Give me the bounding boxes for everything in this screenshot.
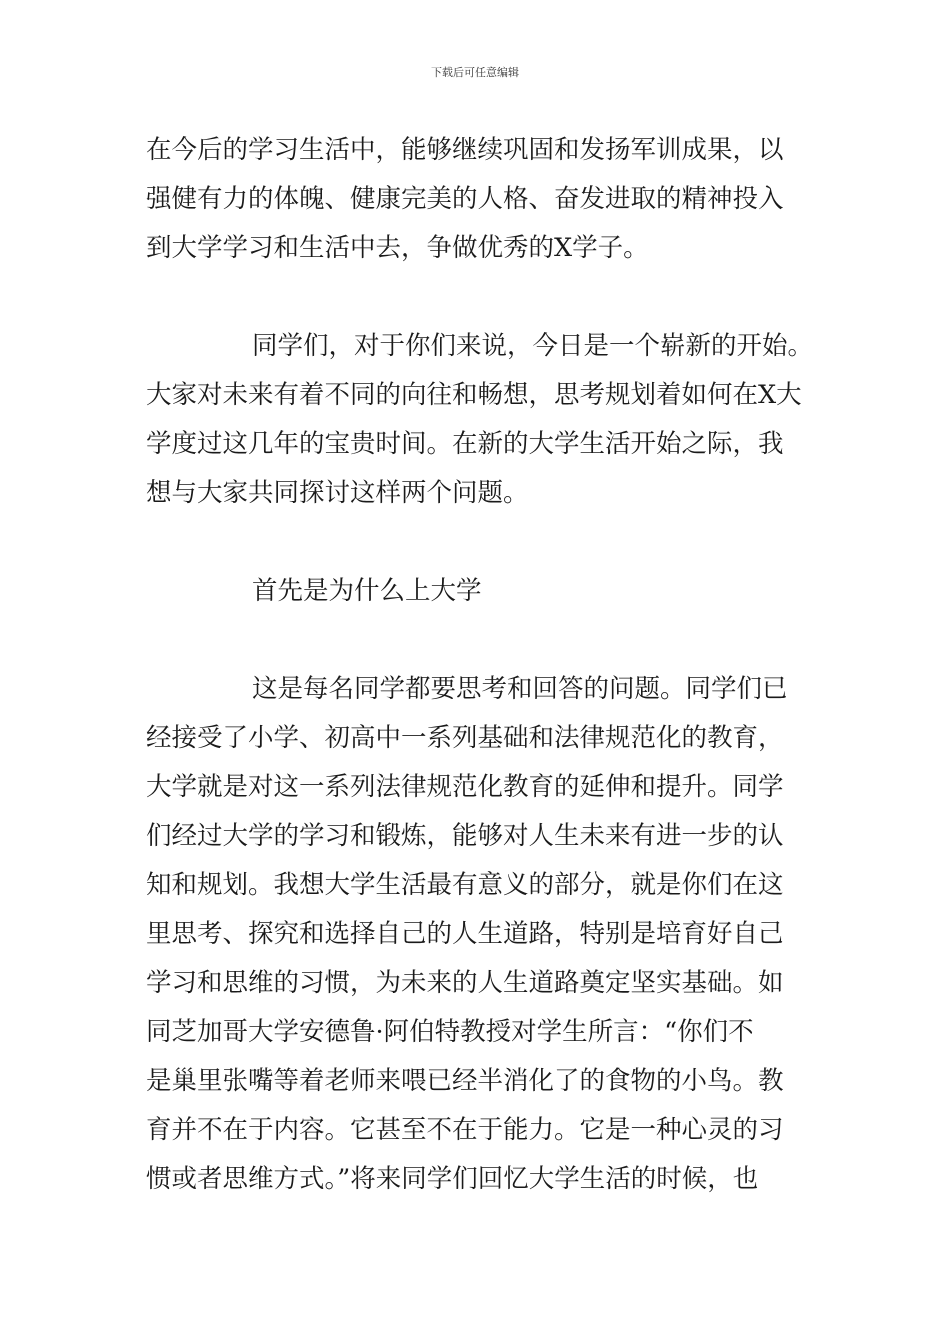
paragraph-gap bbox=[146, 273, 812, 322]
text-line: 学度过这几年的宝贵时间。在新的大学生活开始之际，我 bbox=[146, 429, 784, 459]
header-note: 下载后可任意编辑 bbox=[431, 66, 519, 79]
paragraph-2 bbox=[146, 322, 812, 518]
paragraph-4 bbox=[146, 665, 812, 1204]
text-line: 知和规划。我想大学生活最有意义的部分，就是你们在这 bbox=[146, 870, 784, 900]
section-heading bbox=[146, 567, 812, 616]
text-line: 里思考、探究和选择自己的人生道路，特别是培育好自己 bbox=[146, 919, 784, 949]
text-line: 大学就是对这一系列法律规范化教育的延伸和提升。同学 bbox=[146, 772, 784, 802]
paragraph-gap bbox=[146, 518, 812, 567]
text-line: 大家对未来有着不同的向往和畅想，思考规划着如何在X大 bbox=[146, 380, 802, 410]
text-line: 首先是为什么上大学 bbox=[252, 576, 482, 606]
text-line: 们经过大学的学习和锻炼，能够对人生未来有进一步的认 bbox=[146, 821, 784, 851]
paragraph-gap bbox=[146, 616, 812, 665]
text-line: 是巢里张嘴等着老师来喂已经半消化了的食物的小鸟。教 bbox=[146, 1066, 784, 1096]
text-line: 学习和思维的习惯，为未来的人生道路奠定坚实基础。如 bbox=[146, 968, 784, 998]
text-line: 想与大家共同探讨这样两个问题。 bbox=[146, 478, 529, 508]
text-line: 这是每名同学都要思考和回答的问题。同学们已 bbox=[252, 674, 788, 704]
text-line: 同芝加哥大学安德鲁·阿伯特教授对学生所言：“你们不 bbox=[146, 1017, 754, 1047]
text-line: 惯或者思维方式。”将来同学们回忆大学生活的时候，也 bbox=[146, 1164, 759, 1194]
text-line: 到大学学习和生活中去，争做优秀的X学子。 bbox=[146, 233, 649, 263]
text-line: 育并不在于内容。它甚至不在于能力。它是一种心灵的习 bbox=[146, 1115, 784, 1145]
text-line: 强健有力的体魄、健康完美的人格、奋发进取的精神投入 bbox=[146, 184, 784, 214]
document-body bbox=[146, 126, 812, 1204]
text-line: 经接受了小学、初高中一系列基础和法律规范化的教育， bbox=[146, 723, 784, 753]
paragraph-1 bbox=[146, 126, 812, 273]
text-line: 在今后的学习生活中，能够继续巩固和发扬军训成果，以 bbox=[146, 135, 784, 165]
text-line: 同学们，对于你们来说，今日是一个崭新的开始。 bbox=[252, 331, 814, 361]
